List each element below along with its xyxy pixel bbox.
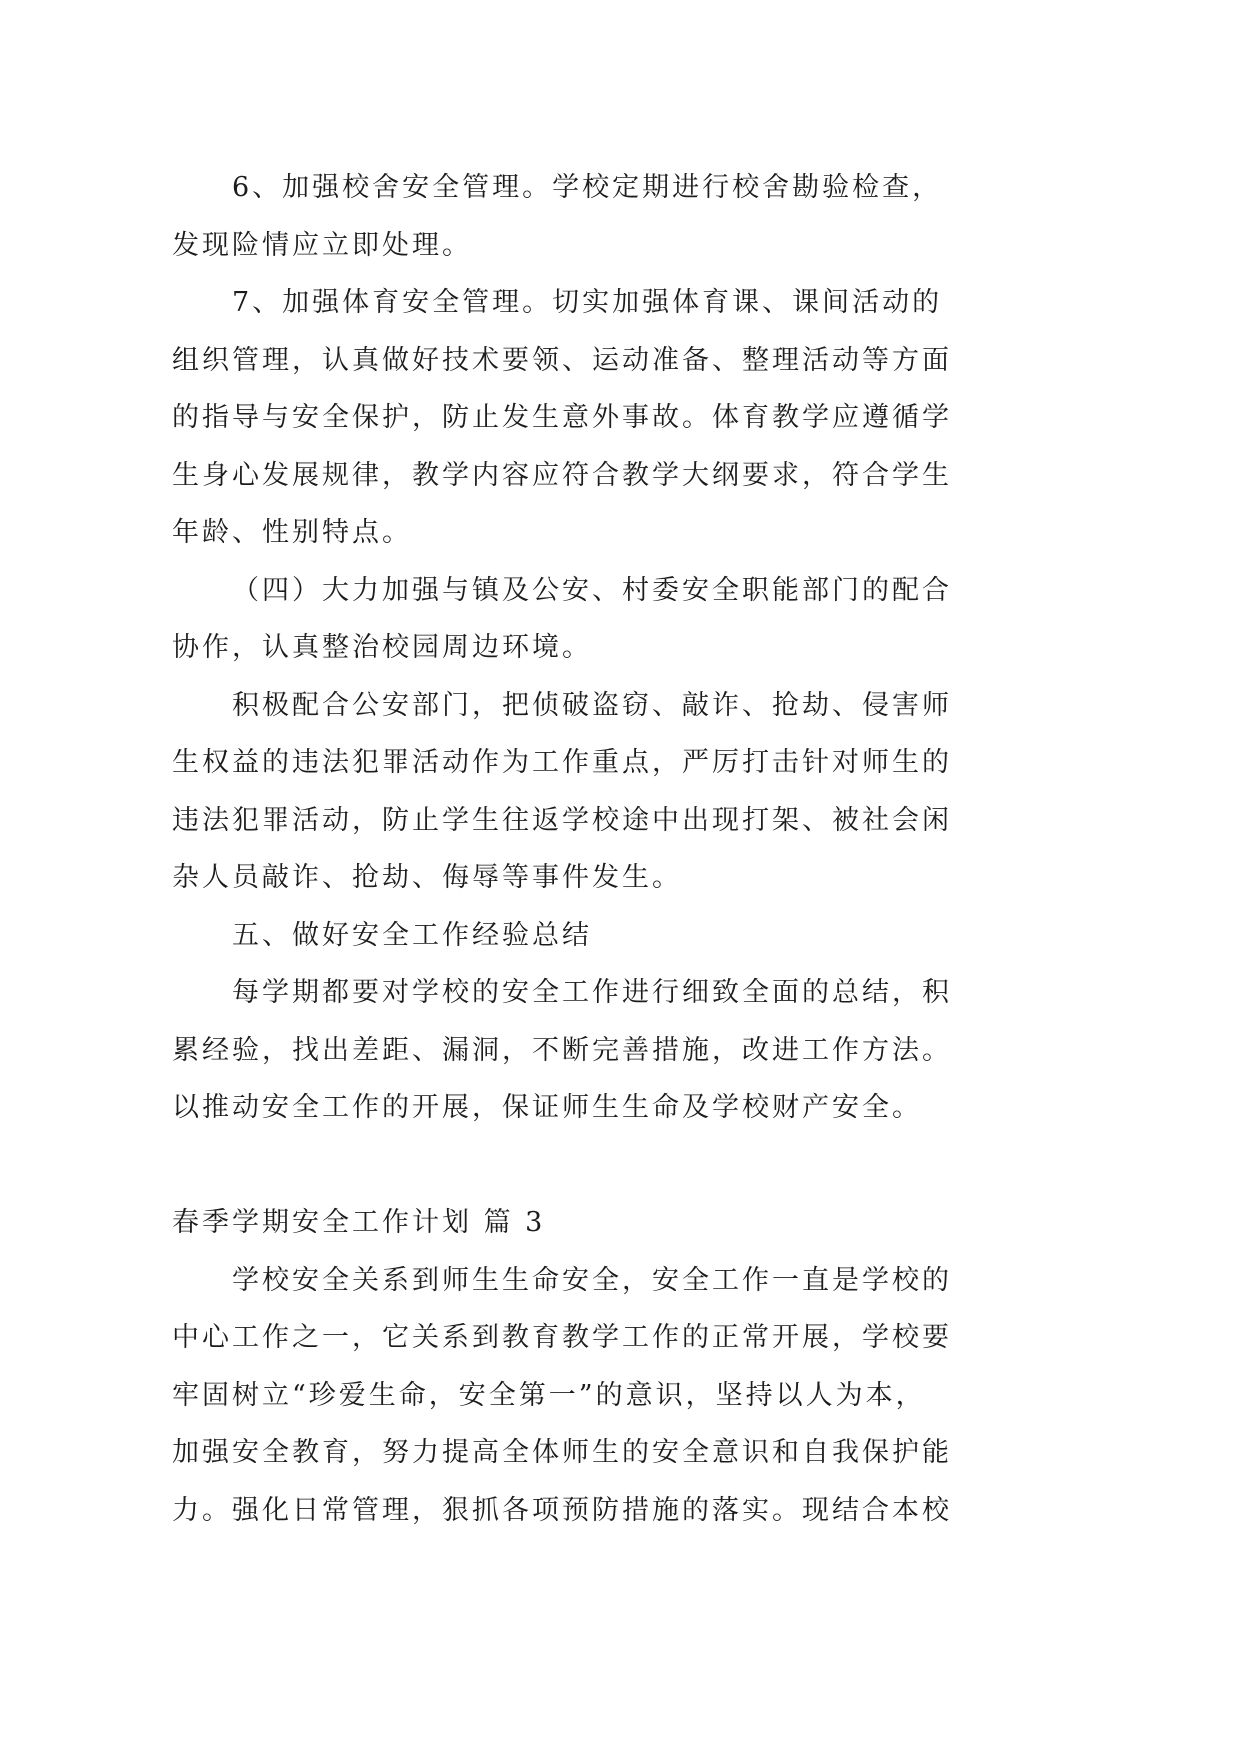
paragraph-section-intro [172, 1252, 992, 1540]
text-line: 6、加强校舍安全管理。学校定期进行校舍勘验检查， [232, 172, 943, 203]
text-line: 每学期都要对学校的安全工作进行细致全面的总结，积 [232, 977, 952, 1008]
text-line: 7、加强体育安全管理。切实加强体育课、课间活动的 [232, 287, 943, 318]
text-line: 杂人员敲诈、抢劫、侮辱等事件发生。 [172, 862, 682, 893]
text-line: 五、做好安全工作经验总结 [232, 919, 592, 951]
text-line: 加强安全教育，努力提高全体师生的安全意识和自我保护能 [172, 1437, 952, 1468]
text-line: 的指导与安全保护，防止发生意外事故。体育教学应遵循学 [172, 402, 952, 433]
text-line: 学校安全关系到师生生命安全，安全工作一直是学校的 [232, 1264, 952, 1296]
text-line: （四）大力加强与镇及公安、村委安全职能部门的配合 [232, 574, 952, 606]
document-body [172, 159, 992, 1539]
text-line: 生权益的违法犯罪活动作为工作重点，严厉打击针对师生的 [172, 747, 952, 778]
text-line: 违法犯罪活动，防止学生往返学校途中出现打架、被社会闲 [172, 804, 952, 836]
text-line: 协作，认真整治校园周边环境。 [172, 632, 592, 663]
text-line: 年龄、性别特点。 [172, 517, 412, 548]
text-line: 发现险情应立即处理。 [172, 229, 472, 261]
paragraph-summary [172, 964, 992, 1137]
paragraph-police-cooperation-heading [172, 562, 992, 677]
text-line: 累经验，找出差距、漏洞，不断完善措施，改进工作方法。 [172, 1034, 952, 1066]
text-line: 力。强化日常管理，狠抓各项预防措施的落实。现结合本校 [172, 1494, 952, 1526]
text-line: 中心工作之一，它关系到教育教学工作的正常开展，学校要 [172, 1322, 952, 1353]
text-line: 以推动安全工作的开展，保证师生生命及学校财产安全。 [172, 1092, 922, 1123]
blank-line [172, 1137, 992, 1195]
paragraph-sports-safety [172, 274, 992, 562]
text-line: 积极配合公安部门，把侦破盗窃、敲诈、抢劫、侵害师 [232, 689, 952, 721]
paragraph-campus-building-safety [172, 159, 992, 274]
text-line: 组织管理，认真做好技术要领、运动准备、整理活动等方面 [172, 344, 952, 376]
text-line: 牢固树立“珍爱生命，安全第一”的意识，坚持以人为本， [172, 1379, 926, 1411]
text-line: 生身心发展规律，教学内容应符合教学大纲要求，符合学生 [172, 459, 952, 491]
section-heading: 春季学期安全工作计划 篇 3 [172, 1207, 546, 1238]
paragraph-police-cooperation [172, 677, 992, 907]
paragraph-summary-heading [172, 907, 992, 965]
